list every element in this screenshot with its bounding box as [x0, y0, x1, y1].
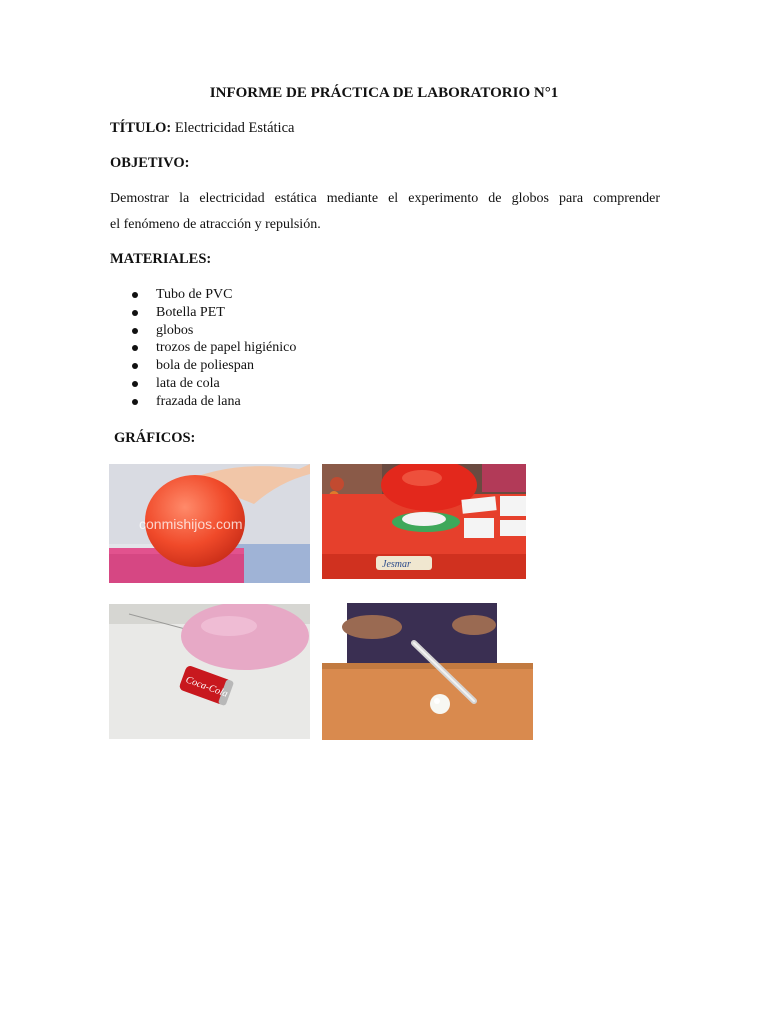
- list-item-label: Botella PET: [156, 304, 225, 320]
- list-item: [110, 393, 296, 411]
- list-item-label: lata de cola: [156, 375, 220, 391]
- objective-line-2: el fenómeno de atracción y repulsión.: [110, 217, 321, 232]
- list-item-label: trozos de papel higiénico: [156, 340, 297, 356]
- list-item-label: frazada de lana: [156, 393, 241, 409]
- materials-heading: MATERIALES:: [110, 251, 212, 267]
- watermark-text: conmishijos.com: [139, 516, 243, 532]
- photo-balloon-can: [109, 604, 310, 739]
- table-brand-text: Jesmar: [382, 559, 411, 570]
- bullet-icon: [132, 328, 138, 334]
- list-item-label: Tubo de PVC: [156, 287, 233, 302]
- photo-balloon-rug: [109, 464, 310, 583]
- title-line: [110, 120, 294, 137]
- graphics-heading: GRÁFICOS:: [114, 430, 196, 446]
- photo-tube-ball: [322, 603, 533, 740]
- bullet-icon: [132, 310, 138, 316]
- title-label: TÍTULO:: [110, 120, 172, 136]
- bullet-icon: [132, 381, 138, 387]
- objective-heading: OBJETIVO:: [110, 155, 190, 171]
- list-item: [110, 375, 296, 393]
- list-item: [110, 304, 296, 322]
- objective-paragraph: [110, 186, 660, 238]
- report-title: [0, 85, 768, 102]
- list-item: [110, 322, 296, 340]
- materials-list: [110, 286, 296, 411]
- bullet-icon: [132, 345, 138, 351]
- report-title-text: INFORME DE PRÁCTICA DE LABORATORIO N°1: [209, 85, 559, 101]
- title-value: Electricidad Estática: [174, 120, 295, 136]
- photo-balloon-paper: [322, 464, 526, 579]
- can-logo-text: Coca-Cola: [184, 674, 230, 700]
- bullet-icon: [132, 363, 138, 369]
- bullet-icon: [132, 399, 138, 405]
- list-item-label: bola de poliespan: [156, 358, 254, 374]
- list-item: [110, 357, 296, 375]
- list-item: [110, 339, 296, 357]
- list-item: [110, 286, 296, 304]
- objective-line-1: Demostrar la electricidad estática mediante el experimento de globos para comprender: [110, 191, 660, 206]
- list-item-label: globos: [156, 322, 194, 338]
- bullet-icon: [132, 292, 138, 298]
